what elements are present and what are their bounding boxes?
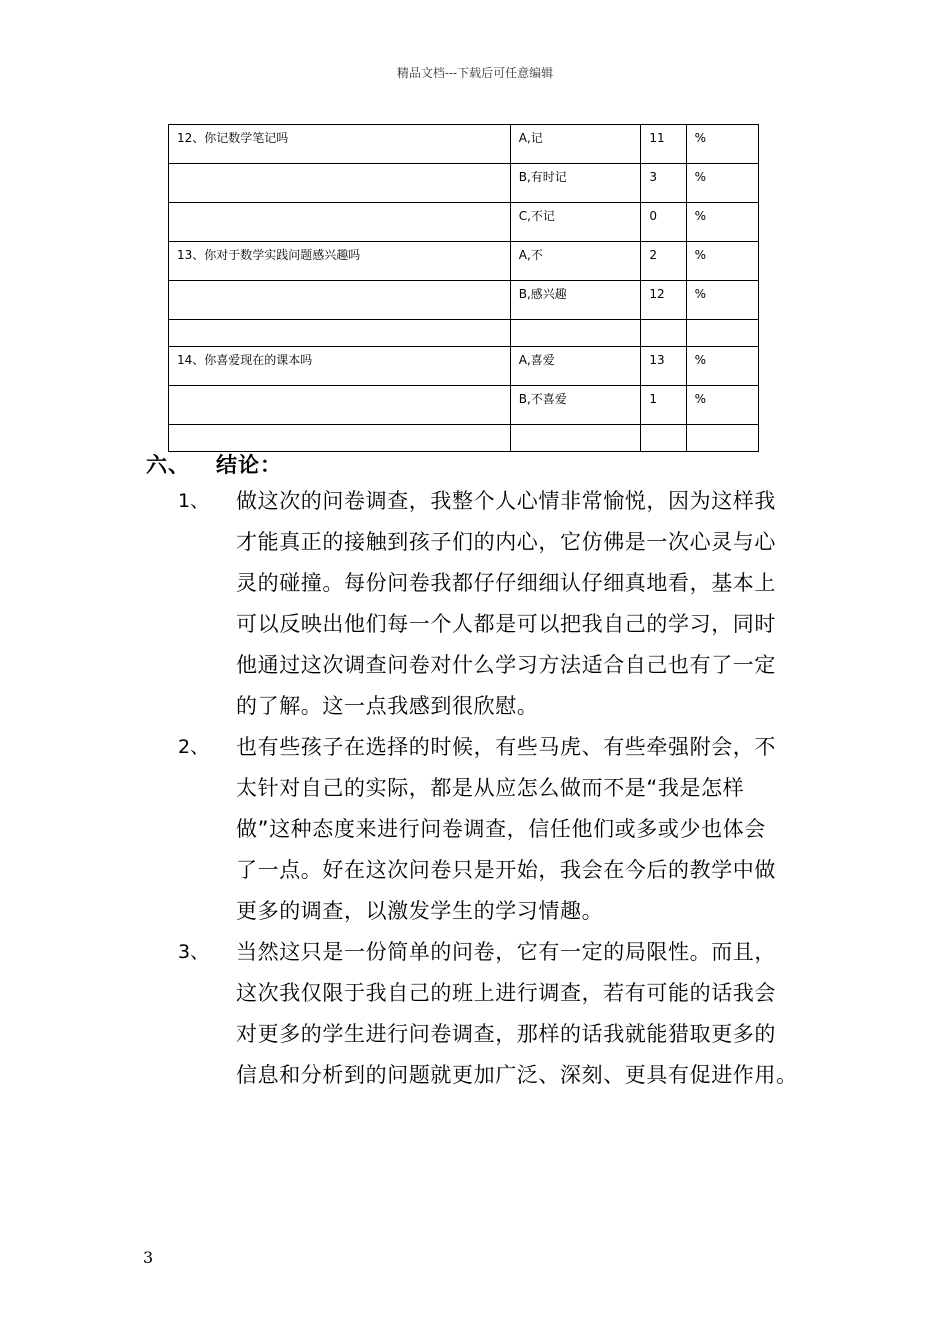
text-line: 信息和分析到的问题就更加广泛、深刻、更具有促进作用。 xyxy=(236,1063,798,1087)
count-cell: 12 xyxy=(641,281,686,320)
question-cell xyxy=(169,386,511,425)
percent-cell xyxy=(686,425,758,452)
option-cell: B,不喜爱 xyxy=(510,386,641,425)
text-line: 太针对自己的实际，都是从应怎么做而不是“我是怎样 xyxy=(236,776,745,800)
table-row xyxy=(169,281,759,320)
count-cell xyxy=(641,320,686,347)
option-cell: A,不 xyxy=(510,242,641,281)
table-row xyxy=(169,125,759,164)
percent-cell: % xyxy=(686,347,758,386)
table-row xyxy=(169,203,759,242)
option-cell xyxy=(510,425,641,452)
question-cell: 12、你记数学笔记吗 xyxy=(169,125,511,164)
percent-cell: % xyxy=(686,386,758,425)
question-cell xyxy=(169,281,511,320)
text-line: 也有些孩子在选择的时候，有些马虎、有些牵强附会，不 xyxy=(236,735,776,759)
section-number: 六、 xyxy=(146,453,190,477)
question-cell xyxy=(169,203,511,242)
page-number: 3 xyxy=(143,1248,154,1267)
text-line: 可以反映出他们每一个人都是可以把我自己的学习，同时 xyxy=(236,612,776,636)
text-line: 做这次的问卷调查，我整个人心情非常愉悦，因为这样我 xyxy=(236,489,776,513)
count-cell: 13 xyxy=(641,347,686,386)
page-header: 精品文档---下载后可任意编辑 xyxy=(396,66,554,80)
table-row xyxy=(169,164,759,203)
text-line: 这次我仅限于我自己的班上进行调查，若有可能的话我会 xyxy=(236,981,776,1005)
table-row xyxy=(169,242,759,281)
item-number: 1、 xyxy=(178,490,210,512)
question-cell xyxy=(169,425,511,452)
count-cell: 3 xyxy=(641,164,686,203)
count-cell xyxy=(641,425,686,452)
table-row xyxy=(169,347,759,386)
count-cell: 1 xyxy=(641,386,686,425)
percent-cell xyxy=(686,320,758,347)
question-cell xyxy=(169,164,511,203)
text-line: 才能真正的接触到孩子们的内心，它仿佛是一次心灵与心 xyxy=(236,530,776,554)
question-cell xyxy=(169,320,511,347)
text-line: 做”这种态度来进行问卷调查，信任他们或多或少也体会 xyxy=(236,817,766,841)
percent-cell: % xyxy=(686,125,758,164)
text-line: 他通过这次调查问卷对什么学习方法适合自己也有了一定 xyxy=(236,653,776,677)
count-cell: 0 xyxy=(641,203,686,242)
option-cell: C,不记 xyxy=(510,203,641,242)
section-title: 结论： xyxy=(216,453,282,477)
item-body xyxy=(236,932,818,1096)
text-line: 当然这只是一份简单的问卷，它有一定的局限性。而且， xyxy=(236,940,776,964)
item-body xyxy=(236,481,818,727)
option-cell: A,喜爱 xyxy=(510,347,641,386)
table-row xyxy=(169,386,759,425)
option-cell xyxy=(510,320,641,347)
question-cell: 14、你喜爱现在的课本吗 xyxy=(169,347,511,386)
item-number: 2、 xyxy=(178,736,210,758)
count-cell: 2 xyxy=(641,242,686,281)
option-cell: B,有时记 xyxy=(510,164,641,203)
percent-cell: % xyxy=(686,281,758,320)
percent-cell: % xyxy=(686,242,758,281)
table-row xyxy=(169,320,759,347)
survey-results-table xyxy=(168,124,759,452)
section-heading xyxy=(146,449,282,479)
text-line: 对更多的学生进行问卷调查，那样的话我就能猎取更多的 xyxy=(236,1022,776,1046)
table-row xyxy=(169,425,759,452)
text-line: 了一点。好在这次问卷只是开始，我会在今后的教学中做 xyxy=(236,858,776,882)
text-line: 灵的碰撞。每份问卷我都仔仔细细认仔细真地看，基本上 xyxy=(236,571,776,595)
option-cell: A,记 xyxy=(510,125,641,164)
count-cell: 11 xyxy=(641,125,686,164)
option-cell: B,感兴趣 xyxy=(510,281,641,320)
item-number: 3、 xyxy=(178,941,210,963)
text-line: 更多的调查，以激发学生的学习情趣。 xyxy=(236,899,604,923)
item-body xyxy=(236,727,818,932)
question-cell: 13、你对于数学实践问题感兴趣吗 xyxy=(169,242,511,281)
text-line: 的了解。这一点我感到很欣慰。 xyxy=(236,694,539,718)
percent-cell: % xyxy=(686,203,758,242)
percent-cell: % xyxy=(686,164,758,203)
